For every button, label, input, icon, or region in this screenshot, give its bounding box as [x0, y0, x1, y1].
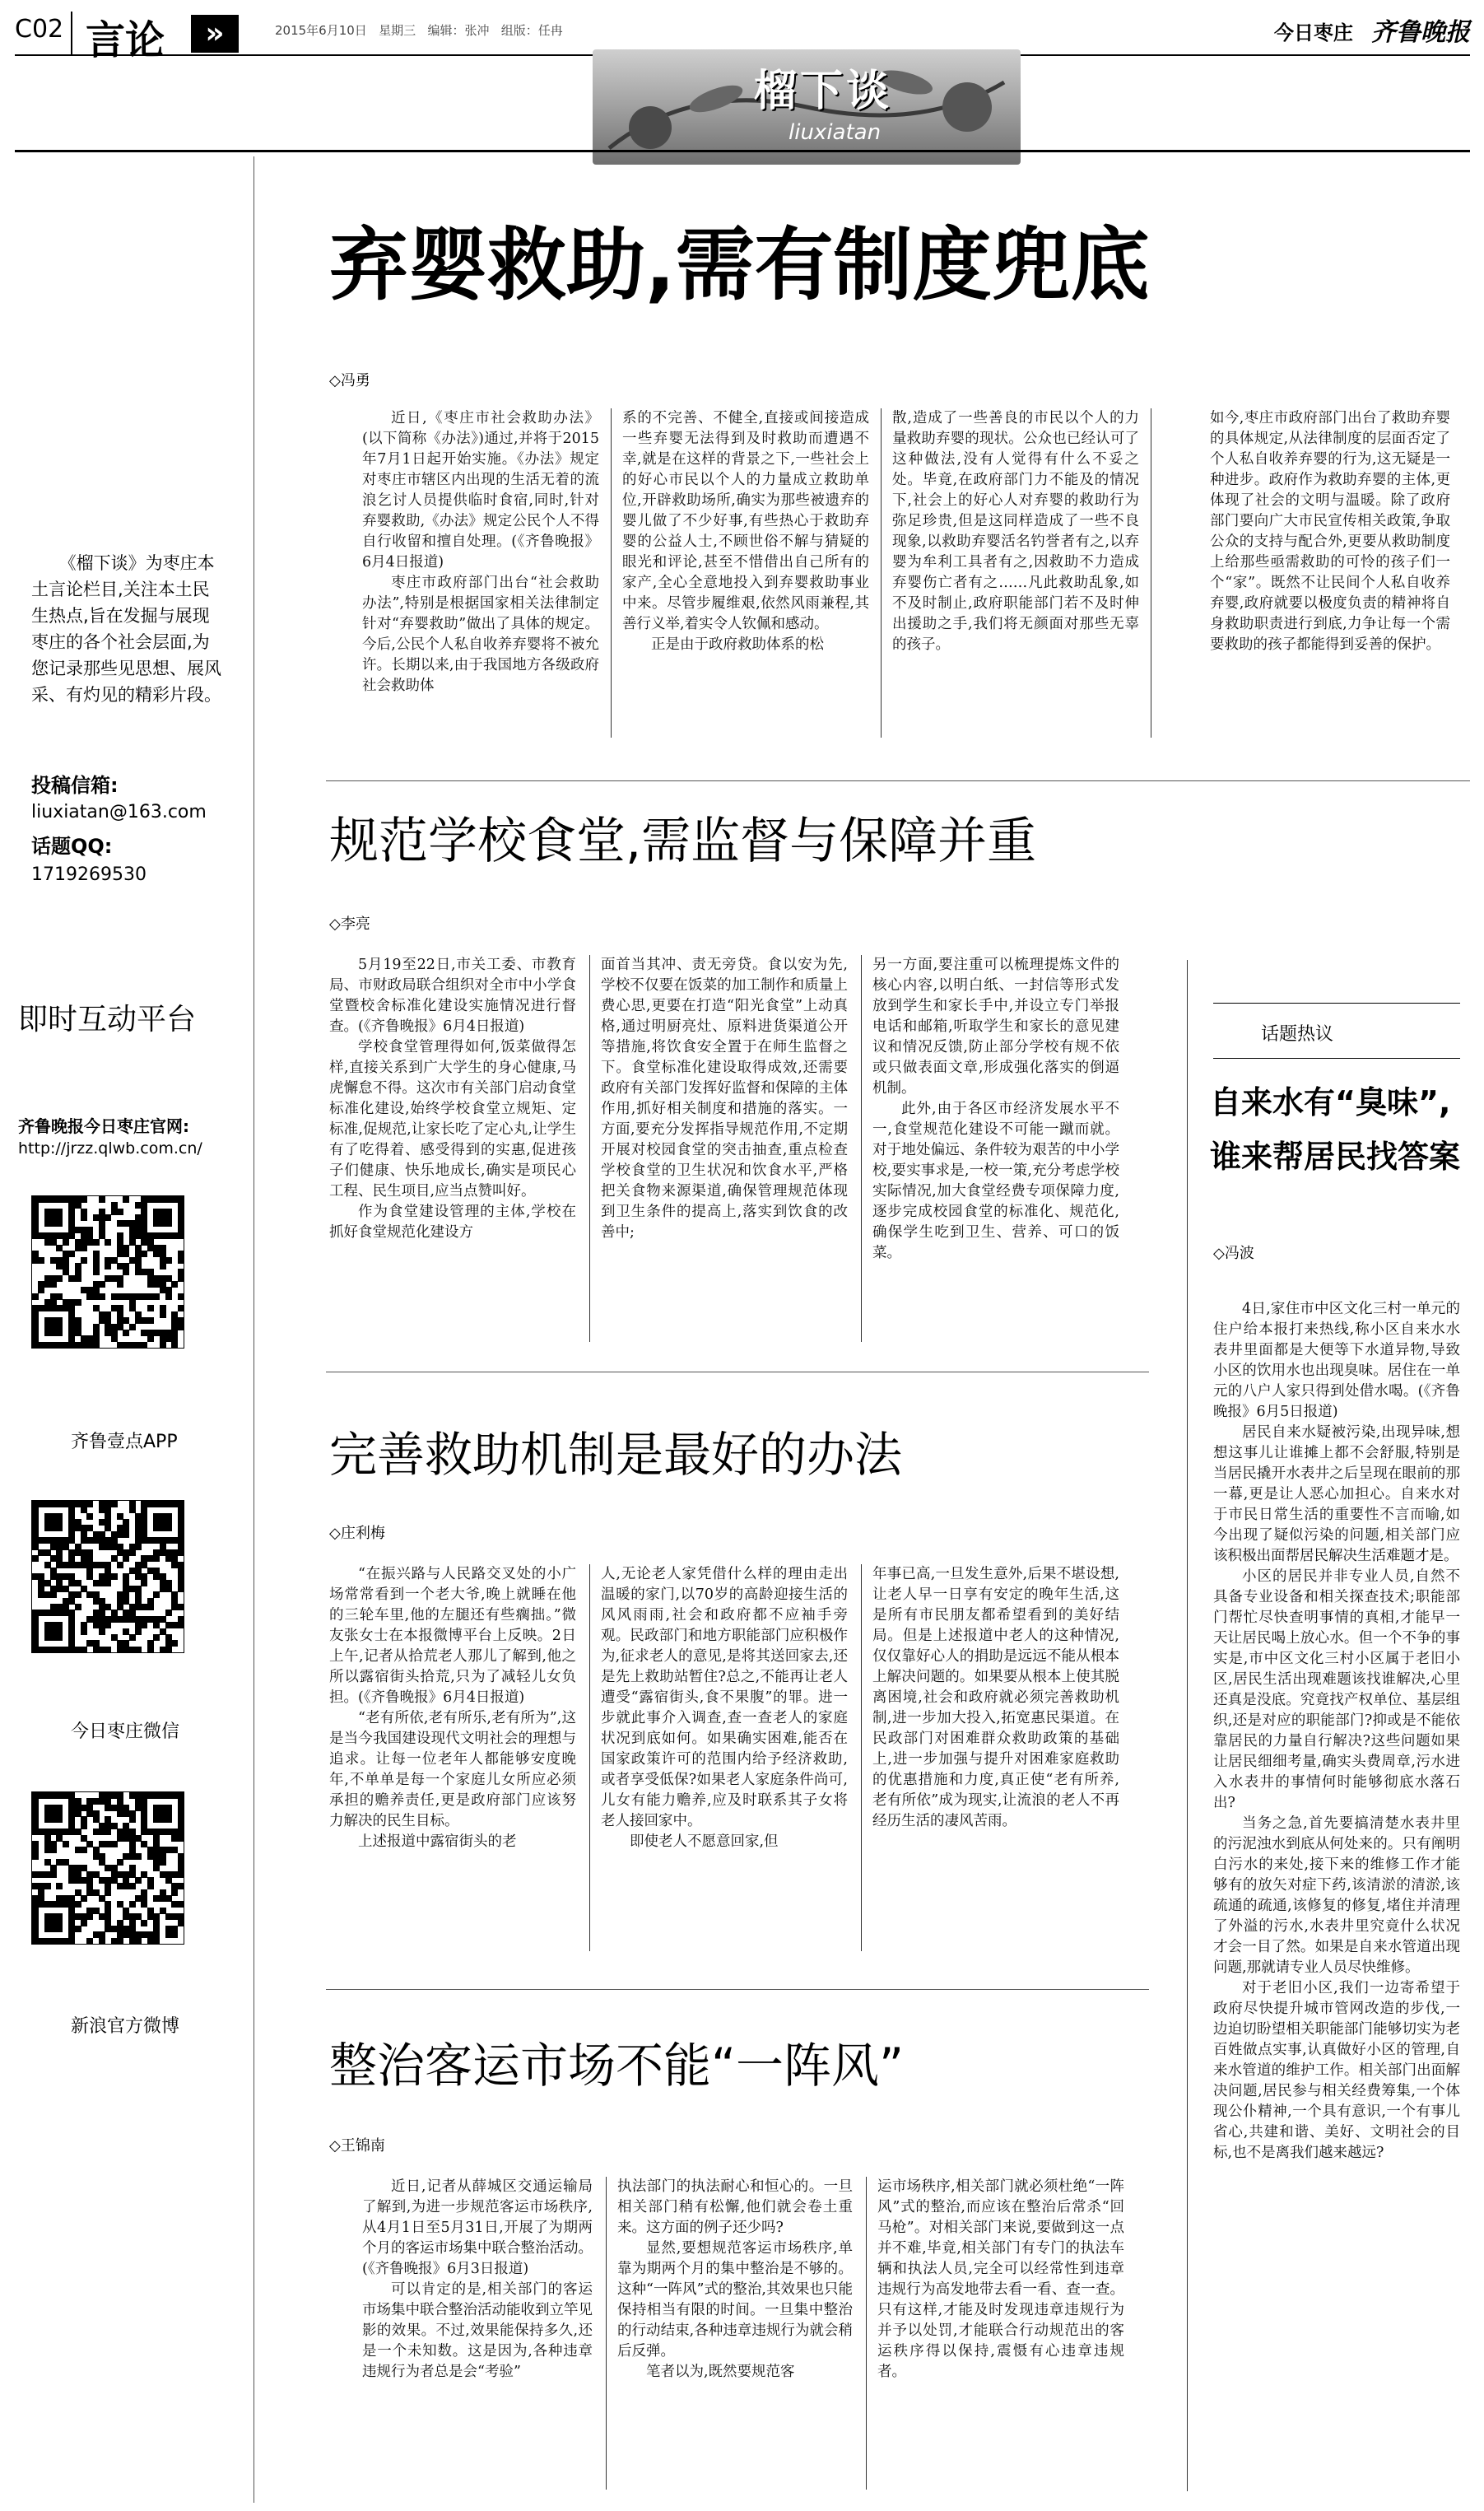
paragraph: 可以肯定的是,相关部门的客运市场集中联合整治活动能收到立竿见影的效果。不过,效果能保持多久,还是一个未知数。这是因为,各种违章违规行为者总是会“考验” [362, 2281, 593, 2380]
qr-module [141, 1622, 147, 1628]
qq-number: 1719269530 [31, 864, 147, 885]
qr-module [117, 1562, 123, 1568]
qr-module [123, 1531, 129, 1538]
paragraph: 4日,家住市中区文化三村一单元的住户给本报打来热线,称小区自来水水表井里面都是大便等下水道异物,导致小区的饮用水也出现臭味。居住在一单元的八户人家只得到处借水喝。(《齐鲁晚报》6月5日报道) [1213, 1301, 1460, 1420]
qr-module [99, 1281, 105, 1288]
qr-module [105, 1263, 111, 1269]
banner-pinyin: liuxiatan [789, 120, 882, 145]
banner-title: 榴下谈 [754, 67, 893, 116]
qr-module [178, 1257, 184, 1264]
paragraph: 上述报道中露宿街头的老 [358, 1833, 517, 1850]
article-3-byline: ◇庄利梅 [329, 1525, 385, 1542]
topic-tag-label: 话题热议 [1261, 1024, 1334, 1045]
qr-module [153, 1555, 160, 1562]
qr-module [86, 1938, 93, 1945]
qr-module [123, 1269, 129, 1275]
qr-module [178, 1305, 184, 1311]
qr-module [147, 1604, 154, 1610]
qr-module [81, 1920, 87, 1926]
issue-weekday: 星期三 [379, 23, 416, 38]
qr-module [129, 1816, 136, 1823]
article-1-col-3 [892, 408, 1139, 655]
official-site-url[interactable]: http://jrzz.qlwb.com.cn/ [18, 1139, 202, 1158]
qr-module [32, 1293, 39, 1300]
column-divider [861, 1564, 862, 1951]
article-1-col-2 [622, 408, 869, 655]
qr-module [129, 1324, 136, 1330]
qr-module [111, 1841, 118, 1847]
qr-module [68, 1251, 75, 1257]
qr-module [123, 1330, 129, 1336]
qr-module [105, 1622, 111, 1628]
qr-module [171, 1281, 178, 1288]
qr-module [56, 1220, 63, 1227]
qr-module [178, 1835, 184, 1842]
qr-module [56, 1525, 63, 1531]
qr-module [129, 1549, 136, 1556]
qr-module [178, 1604, 184, 1610]
paragraph: 当务之急,首先要搞清楚水表井里的污泥浊水到底从何处来的。只有阐明白污水的来处,接下来的维修工作才能够有的放矢对症下药,该清淤的清淤,该疏通的疏通,该修复的修复,堵住并清理了外溢的污水,水表井里究竟什么状况才会一目了然。如果是自来水管道出现问题,那就请专业人员尽快维修。 [1213, 1815, 1460, 1976]
qr-module [147, 1305, 154, 1311]
side-article-byline: ◇冯波 [1213, 1245, 1254, 1262]
paragraph: 对于老旧小区,我们一边寄希望于政府尽快提升城市管网改造的步伐,一边迫切盼望相关职能部门能够切实为老百姓做点实事,认真做好小区的管理,自来水管道的维护工作。相关部门出面解决问题,居民参与相关经费筹集,一个体现公仆精神,一个具有意识,一个有事儿省心,共建和谐、美好、文明社会的目标,也不是离我们越来越远? [1213, 1980, 1460, 2161]
qr-module [165, 1257, 172, 1264]
paragraph: 作为食堂建设管理的主体,学校在抓好食堂规范化建设方 [329, 1204, 576, 1241]
qr-module [165, 1647, 172, 1653]
paragraph: 散,造成了一些善良的市民以个人的力量救助弃婴的现状。公众也已经认可了这种做法,没有人觉得有什么不妥之处。毕竟,在政府部门力不能及的情况下,社会上的好心人对弃婴的救助行为弥足珍贵,但是这同样造成了一些不良现象,以救助弃婴活名钓誉者有之,以弃婴为牟利工具者有之,因救助不力造成弃婴伤亡者有之……凡此救助乱象,如不及时制止,政府职能部门若不及时伸出援助之手,我们将无颜面对那些无辜的孩子。 [892, 410, 1139, 653]
qr-module [99, 1628, 105, 1635]
qr-module [178, 1920, 184, 1926]
qr-module [63, 1841, 69, 1847]
article-1-col-4 [1210, 408, 1450, 655]
header-divider [71, 12, 72, 54]
qr-code-weibo [31, 1791, 184, 1945]
qr-module [160, 1342, 166, 1349]
qr-module [32, 1555, 39, 1562]
qr-module [68, 1938, 75, 1945]
qr-module [135, 1628, 142, 1635]
qr-module [135, 1938, 142, 1945]
qr-module [141, 1342, 147, 1349]
qr-module [171, 1931, 178, 1938]
article-1-col-1 [362, 408, 599, 696]
column-divider [611, 408, 612, 738]
paragraph: 学校食堂管理得如何,饭菜做得怎样,直接关系到广大学生的身心健康,马虎懈怠不得。这次市有关部门启动食堂标准化建设,始终学校食堂立规矩、定标准,促规范,让家长吃了定心丸,让学生有了吃得着、感受得到的实惠,促进孩子们健康、快乐地成长,确实是项民心工程、民生项目,应当点赞叫好。 [329, 1039, 576, 1200]
qr-module [86, 1513, 93, 1520]
column-divider [606, 2177, 607, 2490]
column-divider [861, 955, 862, 1342]
qr-module [117, 1281, 123, 1288]
section-rule [326, 1989, 1149, 1990]
qr-module [56, 1275, 63, 1282]
qr-module [178, 1883, 184, 1889]
section-name: 言论 [86, 17, 165, 63]
column-divider [866, 2177, 867, 2490]
qr-module [178, 1901, 184, 1908]
qr-module [171, 1889, 178, 1896]
qr-module [75, 1901, 81, 1908]
topic-tag [1213, 1003, 1460, 1059]
qr-module [129, 1883, 136, 1889]
qr-module [81, 1196, 87, 1203]
qr-module [178, 1549, 184, 1556]
official-site-label: 齐鲁晚报今日枣庄官网: [18, 1116, 189, 1136]
qr-module [165, 1220, 172, 1227]
section-arrow-icon: » [191, 15, 239, 53]
qr-module [50, 1591, 57, 1598]
qr-module [153, 1634, 160, 1641]
article-3-col-3 [872, 1564, 1119, 1832]
qr-module [147, 1647, 154, 1653]
qr-code-wechat [31, 1500, 184, 1653]
qr-module [141, 1580, 147, 1586]
qr-module [135, 1853, 142, 1860]
qr-module [81, 1257, 87, 1264]
paragraph: 居民自来水疑被污染,出现异味,想想这事儿让谁摊上都不会舒服,特别是当居民撬开水表井之后呈现在眼前的那一幕,更是让人恶心加担心。自来水对于市民日常生活的重要性不言而喻,如今出现了疑似污染的问题,相关部门应该积极出面帮居民解决生活难题才是。 [1213, 1424, 1460, 1564]
paragraph: 另一方面,要注重可以梳理提炼文件的核心内容,以明白纸、一封信等形式发放到学生和家长手中,并设立专门举报电话和邮箱,听取学生和家长的意见建议和情况反馈,防止部分学校有规不依或只做表面文章,形成强化落实的倒逼机制。 [872, 957, 1119, 1097]
qr-module [81, 1214, 87, 1221]
article-4-col-1 [362, 2177, 593, 2383]
qr-module [141, 1251, 147, 1257]
header-meta [275, 21, 563, 39]
article-2-col-1 [329, 955, 576, 1243]
qr-module [178, 1871, 184, 1878]
page-number: C02 [15, 15, 64, 44]
platform-title: 即时互动平台 [18, 1003, 197, 1037]
qr-module [81, 1895, 87, 1902]
paragraph: “老有所依,老有所乐,老有所为”,这是当今我国建设现代文明社会的理想与追求。让每一位老年人都能够安度晚年,不单单是每一个家庭儿女所应必须承担的赡养责任,更是政府部门应该努力解决的民生目标。 [329, 1710, 576, 1829]
qr-module [105, 1239, 111, 1246]
banner-rule [15, 150, 1470, 152]
qr-module [135, 1877, 142, 1884]
qr-module [105, 1829, 111, 1835]
qr-module [63, 1239, 69, 1246]
qr-module [123, 1555, 129, 1562]
paragraph: 年事已高,一旦发生意外,后果不堪设想,让老人早一日享有安定的晚年生活,这是所有市民朋友都希望看到的美好结局。但是上述报道中老人的这种情况,仅仅靠好心人的捐助是远远不能从根本上解决问题的。如果要从根本上使其脱离困境,社会和政府就必须完善救助机制,进一步加大投入,拓宽惠民渠道。在民政部门对困难群众救助政策的基础上,进一步加强与提升对困难家庭救助的优惠措施和力度,真正使“老有所养,老有所依”成为现实,让流浪的老人不再经历生活的凄风苦雨。 [872, 1566, 1119, 1829]
article-1-title: 弃婴救助,需有制度兜底 [329, 219, 1150, 311]
qr-module [105, 1580, 111, 1586]
article-4-title: 整治客运市场不能“一阵风” [329, 2038, 905, 2094]
qr-module [93, 1269, 100, 1275]
qr-module [165, 1816, 172, 1823]
qr-module [117, 1209, 123, 1215]
column-divider [589, 1564, 590, 1951]
paragraph: 此外,由于各区市经济发展水平不一,食堂规范化建设不可能一蹴而就。对于地处偏远、条件较为艰苦的中小学校,要实事求是,一校一策,充分考虑学校实际情况,加大食堂经费专项保障力度,逐步完成校园食堂的标准化、规范化,确保学生吃到卫生、营养、可口的饭菜。 [872, 1101, 1119, 1261]
qr-module [105, 1647, 111, 1653]
qr-module [81, 1647, 87, 1653]
qr-module [141, 1920, 147, 1926]
article-2-byline: ◇李亮 [329, 915, 370, 933]
qr-caption-weibo: 新浪官方微博 [71, 2016, 180, 2037]
paragraph: 笔者以为,既然要规范客 [646, 2364, 795, 2380]
side-article-title-line2: 谁来帮居民找答案 [1210, 1139, 1461, 1175]
qr-module [56, 1926, 63, 1932]
paragraph: 系的不完善、不健全,直接或间接造成一些弃婴无法得到及时救助而遭遇不幸,就是在这样的背景之下,一些社会上的好心市民以个人的力量成立救助单位,开辟救助场所,确实为那些被遗弃的婴儿做了不少好事,有些热心于救助弃婴的公益人士,不顾世俗不解与猜疑的眼光和评论,甚至不惜借出自己所有的家产,全心全意地投入到弃婴救助事业中来。尽管步履维艰,依然风雨兼程,其善行义举,着实令人钦佩和感动。 [622, 410, 869, 632]
article-2-col-3 [872, 955, 1119, 1264]
qr-caption-wechat: 今日枣庄微信 [71, 1721, 180, 1742]
paragraph: 人,无论老人家凭借什么样的理由走出温暖的家门,以70岁的高龄迎接生活的风风雨雨,社会和政府都不应袖手旁观。民政部门和地方职能部门应积极作为,征求老人的意见,是将其送回家去,还是先上救助站暂住?总之,不能再让老人遭受“露宿街头,食不果腹”的罪。进一步就此事介入调查,查一查老人的家庭状况到底如何。如果确实困难,能否在国家政策许可的范围内给予经济救助,或者享受低保?如果老人家庭条件尚可,儿女有能力赡养,应及时联系其子女将老人接回家中。 [601, 1566, 848, 1829]
qr-module [178, 1586, 184, 1592]
paragraph: 枣庄市政府部门出台“社会救助办法”,特别是根据国家相关法律制定针对“弃婴救助”做出了具体的规定。今后,公民个人私自收养弃婴将不被允许。长期以来,由于我国地方各级政府社会救助体 [362, 575, 599, 694]
qr-module [99, 1293, 105, 1300]
paragraph: 如今,枣庄市政府部门出台了救助弃婴的具体规定,从法律制度的层面否定了个人私自收养弃婴的行为,这无疑是一种进步。政府作为救助弃婴的主体,更体现了社会的文明与温暖。除了政府部门要向广大市民宣传相关政策,争取公众的支持与配合外,更要从救助制度上给那些亟需救助的可怜的孩子们一个“家”。既然不让民间个人私自收养弃婴,政府就要以极度负责的精神将自身救助职责进行到底,力争让每一个需要救助的孩子都能得到妥善的保护。 [1210, 410, 1450, 653]
qr-code-app [31, 1195, 184, 1349]
paragraph: 近日,《枣庄市社会救助办法》(以下简称《办法》)通过,并将于2015年7月1日起开始实施。《办法》规定对枣庄市辖区内出现的生活无着的流浪乞讨人员提供临时食宿,同时,针对弃婴救助,《办法》规定公民个人不得自行收留和擅自处理。(《齐鲁晚报》6月4日报道) [362, 410, 599, 571]
qr-module [56, 1330, 63, 1336]
qr-module [147, 1335, 154, 1342]
qr-module [81, 1245, 87, 1251]
article-3-title: 完善救助机制是最好的办法 [329, 1427, 903, 1483]
qr-module [171, 1640, 178, 1647]
qr-module [178, 1324, 184, 1330]
qr-module [165, 1610, 172, 1616]
qr-module [171, 1342, 178, 1349]
layout-editor: 组版：任冉 [500, 23, 563, 38]
qr-module [111, 1501, 118, 1507]
qr-module [160, 1311, 166, 1318]
article-1-byline: ◇冯勇 [329, 372, 370, 389]
edition-name: 今日枣庄 [1274, 21, 1353, 44]
qr-module [93, 1239, 100, 1246]
article-4-col-2 [617, 2177, 853, 2383]
qq-label: 话题QQ: [31, 835, 113, 858]
qr-module [81, 1847, 87, 1853]
qr-module [81, 1823, 87, 1829]
paragraph: 即使老人不愿意回家,但 [630, 1833, 779, 1850]
qr-module [75, 1299, 81, 1306]
qr-module [99, 1938, 105, 1945]
qr-module [129, 1634, 136, 1641]
qr-module [178, 1232, 184, 1239]
side-article-divider [1187, 960, 1188, 2491]
qr-module [75, 1926, 81, 1932]
side-article-body [1213, 1299, 1460, 2164]
article-4-col-3 [877, 2177, 1124, 2383]
qr-module [38, 1257, 44, 1264]
qr-module [32, 1853, 39, 1860]
paragraph: 正是由于政府救助体系的松 [651, 636, 824, 653]
qr-module [135, 1544, 142, 1550]
paragraph: 小区的居民并非专业人员,自然不具备专业设备和相关探查技术;职能部门帮忙尽快查明事情的真相,才能早一天让居民喝上放心水。但一个不争的事实是,市中区文化三村小区属于老旧小区,居民生活出现难题该找谁解决,心里还真是没底。究竟找产权单位、基层组织,还是对应的职能部门?抑或是不能依靠居民的力量自行解决?这些问题如果让居民细细考量,确实头费周章,污水进入水表井的事情何时能够彻底水落石出? [1213, 1568, 1460, 1811]
qr-module [153, 1591, 160, 1598]
column-divider [881, 408, 882, 738]
qr-module [44, 1883, 51, 1889]
qr-module [117, 1938, 123, 1945]
qr-module [50, 1871, 57, 1878]
qr-caption-app: 齐鲁壹点APP [71, 1432, 178, 1452]
qr-module [111, 1573, 118, 1580]
email-address[interactable]: liuxiatan@163.com [31, 802, 207, 822]
paragraph: 5月19至22日,市关工委、市教育局、市财政局联合组织对全市中小学食堂暨校舍标准化建设实施情况进行督查。(《齐鲁晚报》6月4日报道) [329, 957, 576, 1035]
qr-module [75, 1604, 81, 1610]
paragraph: 运市场秩序,相关部门就必须杜绝“一阵风”式的整治,而应该在整治后常杀“回马枪”。对相关部门来说,要做到这一点并不难,毕竟,相关部门有专门的执法车辆和执法人员,完全可以经常性到违章违规行为高发地带去看一看、查一查。只有这样,才能及时发现违章违规行为并予以处罚,才能联合行动规范出的客运秩序得以保持,震慑有心违章违规者。 [877, 2178, 1124, 2380]
side-article-title-line1: 自来水有“臭味”, [1210, 1084, 1451, 1120]
qr-module [178, 1622, 184, 1628]
brand-logo: 齐鲁晚报 [1371, 18, 1470, 47]
email-label: 投稿信箱: [31, 774, 119, 797]
paragraph: 面首当其冲、责无旁贷。食以安为先,学校不仅要在饭菜的加工制作和质量上费心思,更要在打造“阳光食堂”上动真格,通过明厨亮灶、原料进货渠道公开等措施,将饮食安全置于在师生监督之下。食堂标准化建设取得成效,还需要政府有关部门发挥好监督和保障的主体作用,抓好相关制度和措施的落实。一方面,要充分发挥指导规范作用,不定期开展对校园食堂的突击抽查,重点检查学校食堂的卫生状况和饮食水平,严格把关食物来源渠道,确保管理规范体现到卫生条件的提高上,落实到饮食的改善中; [601, 957, 848, 1241]
qr-module [81, 1628, 87, 1635]
article-2-title: 规范学校食堂,需监督与保障并重 [329, 813, 1037, 870]
qr-module [123, 1196, 129, 1203]
qr-module [75, 1275, 81, 1282]
qr-module [86, 1501, 93, 1507]
qr-module [160, 1859, 166, 1866]
paragraph: 显然,要想规范客运市场秩序,单靠为期两个月的集中整治是不够的。这种“一阵风”式的整治,其效果也只能保持相当有限的时间。一旦集中整治的行动结束,各种违章违规行为就会稍后反弹。 [617, 2240, 853, 2360]
column-intro: 《榴下谈》为枣庄本土言论栏目,关注本土民生热点,旨在发掘与展现枣庄的各个社会层面,为您记录那些见思想、展风采、有灼见的精彩片段。 [31, 553, 221, 705]
paragraph: 近日,记者从薛城区交通运输局了解到,为进一步规范客运市场秩序,从4月1日至5月31日,开展了为期两个月的客运市场集中联合整治活动。(《齐鲁晚报》6月3日报道) [362, 2178, 593, 2277]
qr-module [178, 1293, 184, 1300]
qr-module [56, 1634, 63, 1641]
qr-module [105, 1889, 111, 1896]
qr-module [86, 1913, 93, 1920]
qr-module [153, 1938, 160, 1945]
column-banner [593, 49, 1021, 165]
qr-module [153, 1293, 160, 1300]
qr-module [50, 1847, 57, 1853]
paragraph: “在振兴路与人民路交叉处的小广场常常看到一个老大爷,晚上就睡在他的三轮车里,他的左腿还有些瘸拙。”微友张女士在本报微博平台上反映。2日上午,记者从拾荒老人那儿了解到,他之所以露宿街头拾荒,只为了减轻儿女负担。(《齐鲁晚报》6月4日报道) [329, 1566, 576, 1706]
qr-module [56, 1883, 63, 1889]
qr-module [129, 1901, 136, 1908]
column-divider [589, 955, 590, 1342]
qr-module [93, 1342, 100, 1349]
article-2-col-2 [601, 955, 848, 1243]
qr-module [147, 1883, 154, 1889]
qr-module [56, 1816, 63, 1823]
qr-module [99, 1196, 105, 1203]
qr-module [117, 1859, 123, 1866]
qr-module [178, 1275, 184, 1282]
qr-module [160, 1263, 166, 1269]
article-3-col-1 [329, 1564, 576, 1852]
qr-module [75, 1591, 81, 1598]
qr-module [50, 1281, 57, 1288]
paragraph: 执法部门的执法耐心和恒心的。一旦相关部门稍有松懈,他们就会卷土重来。这方面的例子还少吗? [617, 2178, 853, 2236]
qr-module [38, 1287, 44, 1293]
editor: 编辑：张冲 [427, 23, 490, 38]
qr-module [147, 1317, 154, 1324]
section-rule [326, 780, 1470, 781]
article-4-byline: ◇王锦南 [329, 2137, 385, 2155]
qr-module [165, 1293, 172, 1300]
qr-module [105, 1214, 111, 1221]
issue-date: 2015年6月10日 [275, 23, 367, 38]
article-3-col-2 [601, 1564, 848, 1852]
qr-module [165, 1525, 172, 1531]
qr-module [135, 1647, 142, 1653]
